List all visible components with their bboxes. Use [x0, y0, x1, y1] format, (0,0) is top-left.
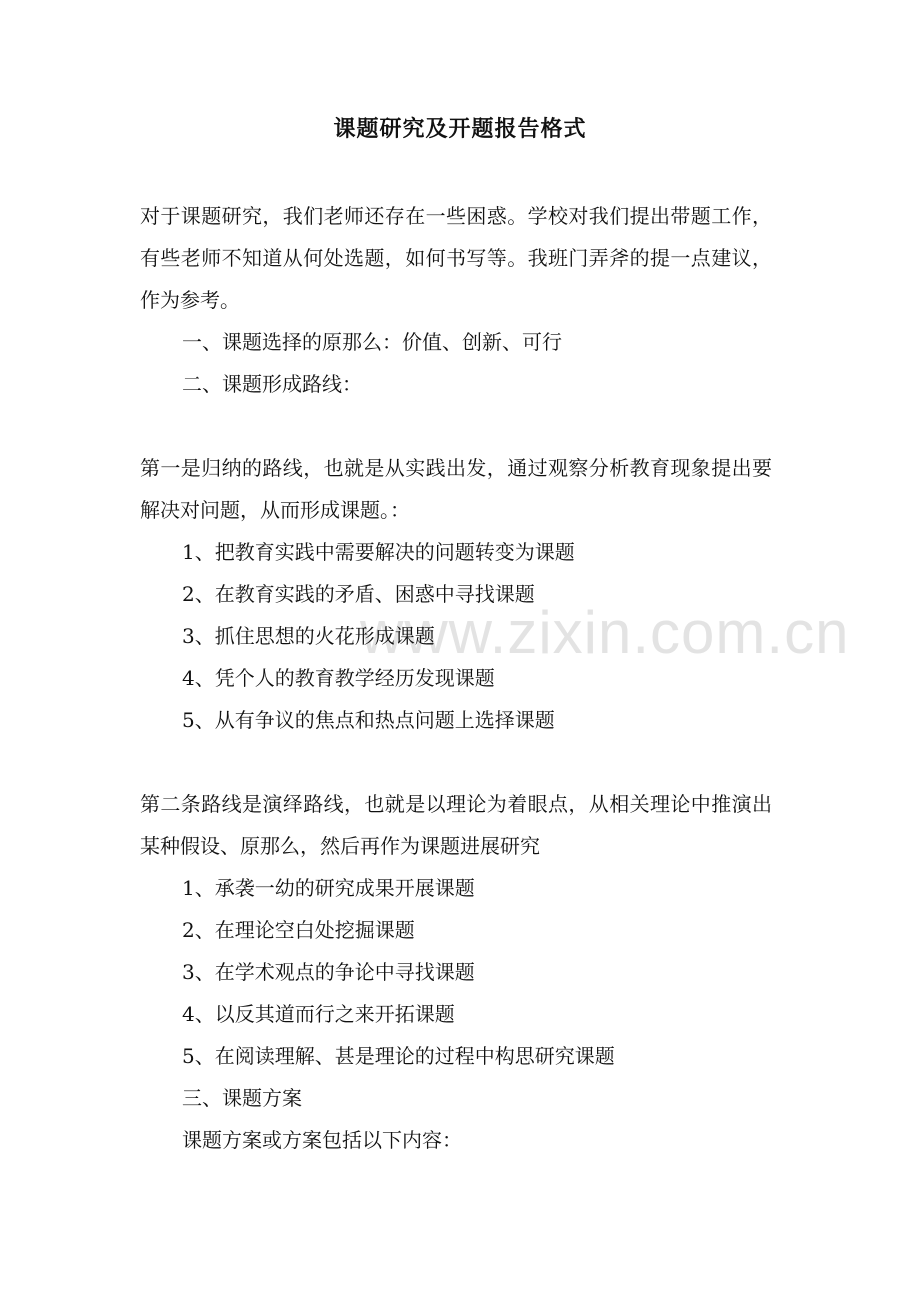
path-2-item-4: 4、以反其道而行之来开拓课题 [182, 1002, 455, 1026]
path-2-item-2: 2、在理论空白处挖掘课题 [182, 918, 415, 942]
path-1-item-1: 1、把教育实践中需要解决的问题转变为课题 [182, 540, 575, 564]
page-title: 课题研究及开题报告格式 [333, 116, 587, 142]
path-1-item-4: 4、凭个人的教育教学经历发现课题 [182, 666, 495, 690]
section-3-text: 课题方案或方案包括以下内容： [182, 1128, 462, 1152]
path-1-intro: 第一是归纳的路线，也就是从实践出发，通过观察分析教育现象提出要解决对问题，从而形成课题。： [140, 456, 772, 522]
path-1-item-3: 3、抓住思想的火花形成课题 [182, 624, 435, 648]
section-3-heading: 三、课题方案 [182, 1086, 302, 1110]
path-2-item-5: 5、在阅读理解、甚是理论的过程中构思研究课题 [182, 1044, 615, 1068]
intro-paragraph: 对于课题研究，我们老师还存在一些困惑。学校对我们提出带题工作，有些老师不知道从何处选题，如何书写等。我班门弄斧的提一点建议，作为参考。 [140, 204, 772, 312]
path-1-item-5: 5、从有争议的焦点和热点问题上选择课题 [182, 708, 555, 732]
path-2-intro: 第二条路线是演绎路线，也就是以理论为着眼点，从相关理论中推演出某种假设、原那么，然后再作为课题进展研究 [140, 792, 772, 858]
watermark-text: www.zixin.com.cn [360, 599, 850, 666]
path-1-item-2: 2、在教育实践的矛盾、困惑中寻找课题 [182, 582, 535, 606]
section-1-heading: 一、课题选择的原那么：价值、创新、可行 [182, 330, 562, 354]
path-2-item-3: 3、在学术观点的争论中寻找课题 [182, 960, 475, 984]
path-2-item-1: 1、承袭一幼的研究成果开展课题 [182, 876, 475, 900]
section-2-heading: 二、课题形成路线： [182, 372, 362, 396]
